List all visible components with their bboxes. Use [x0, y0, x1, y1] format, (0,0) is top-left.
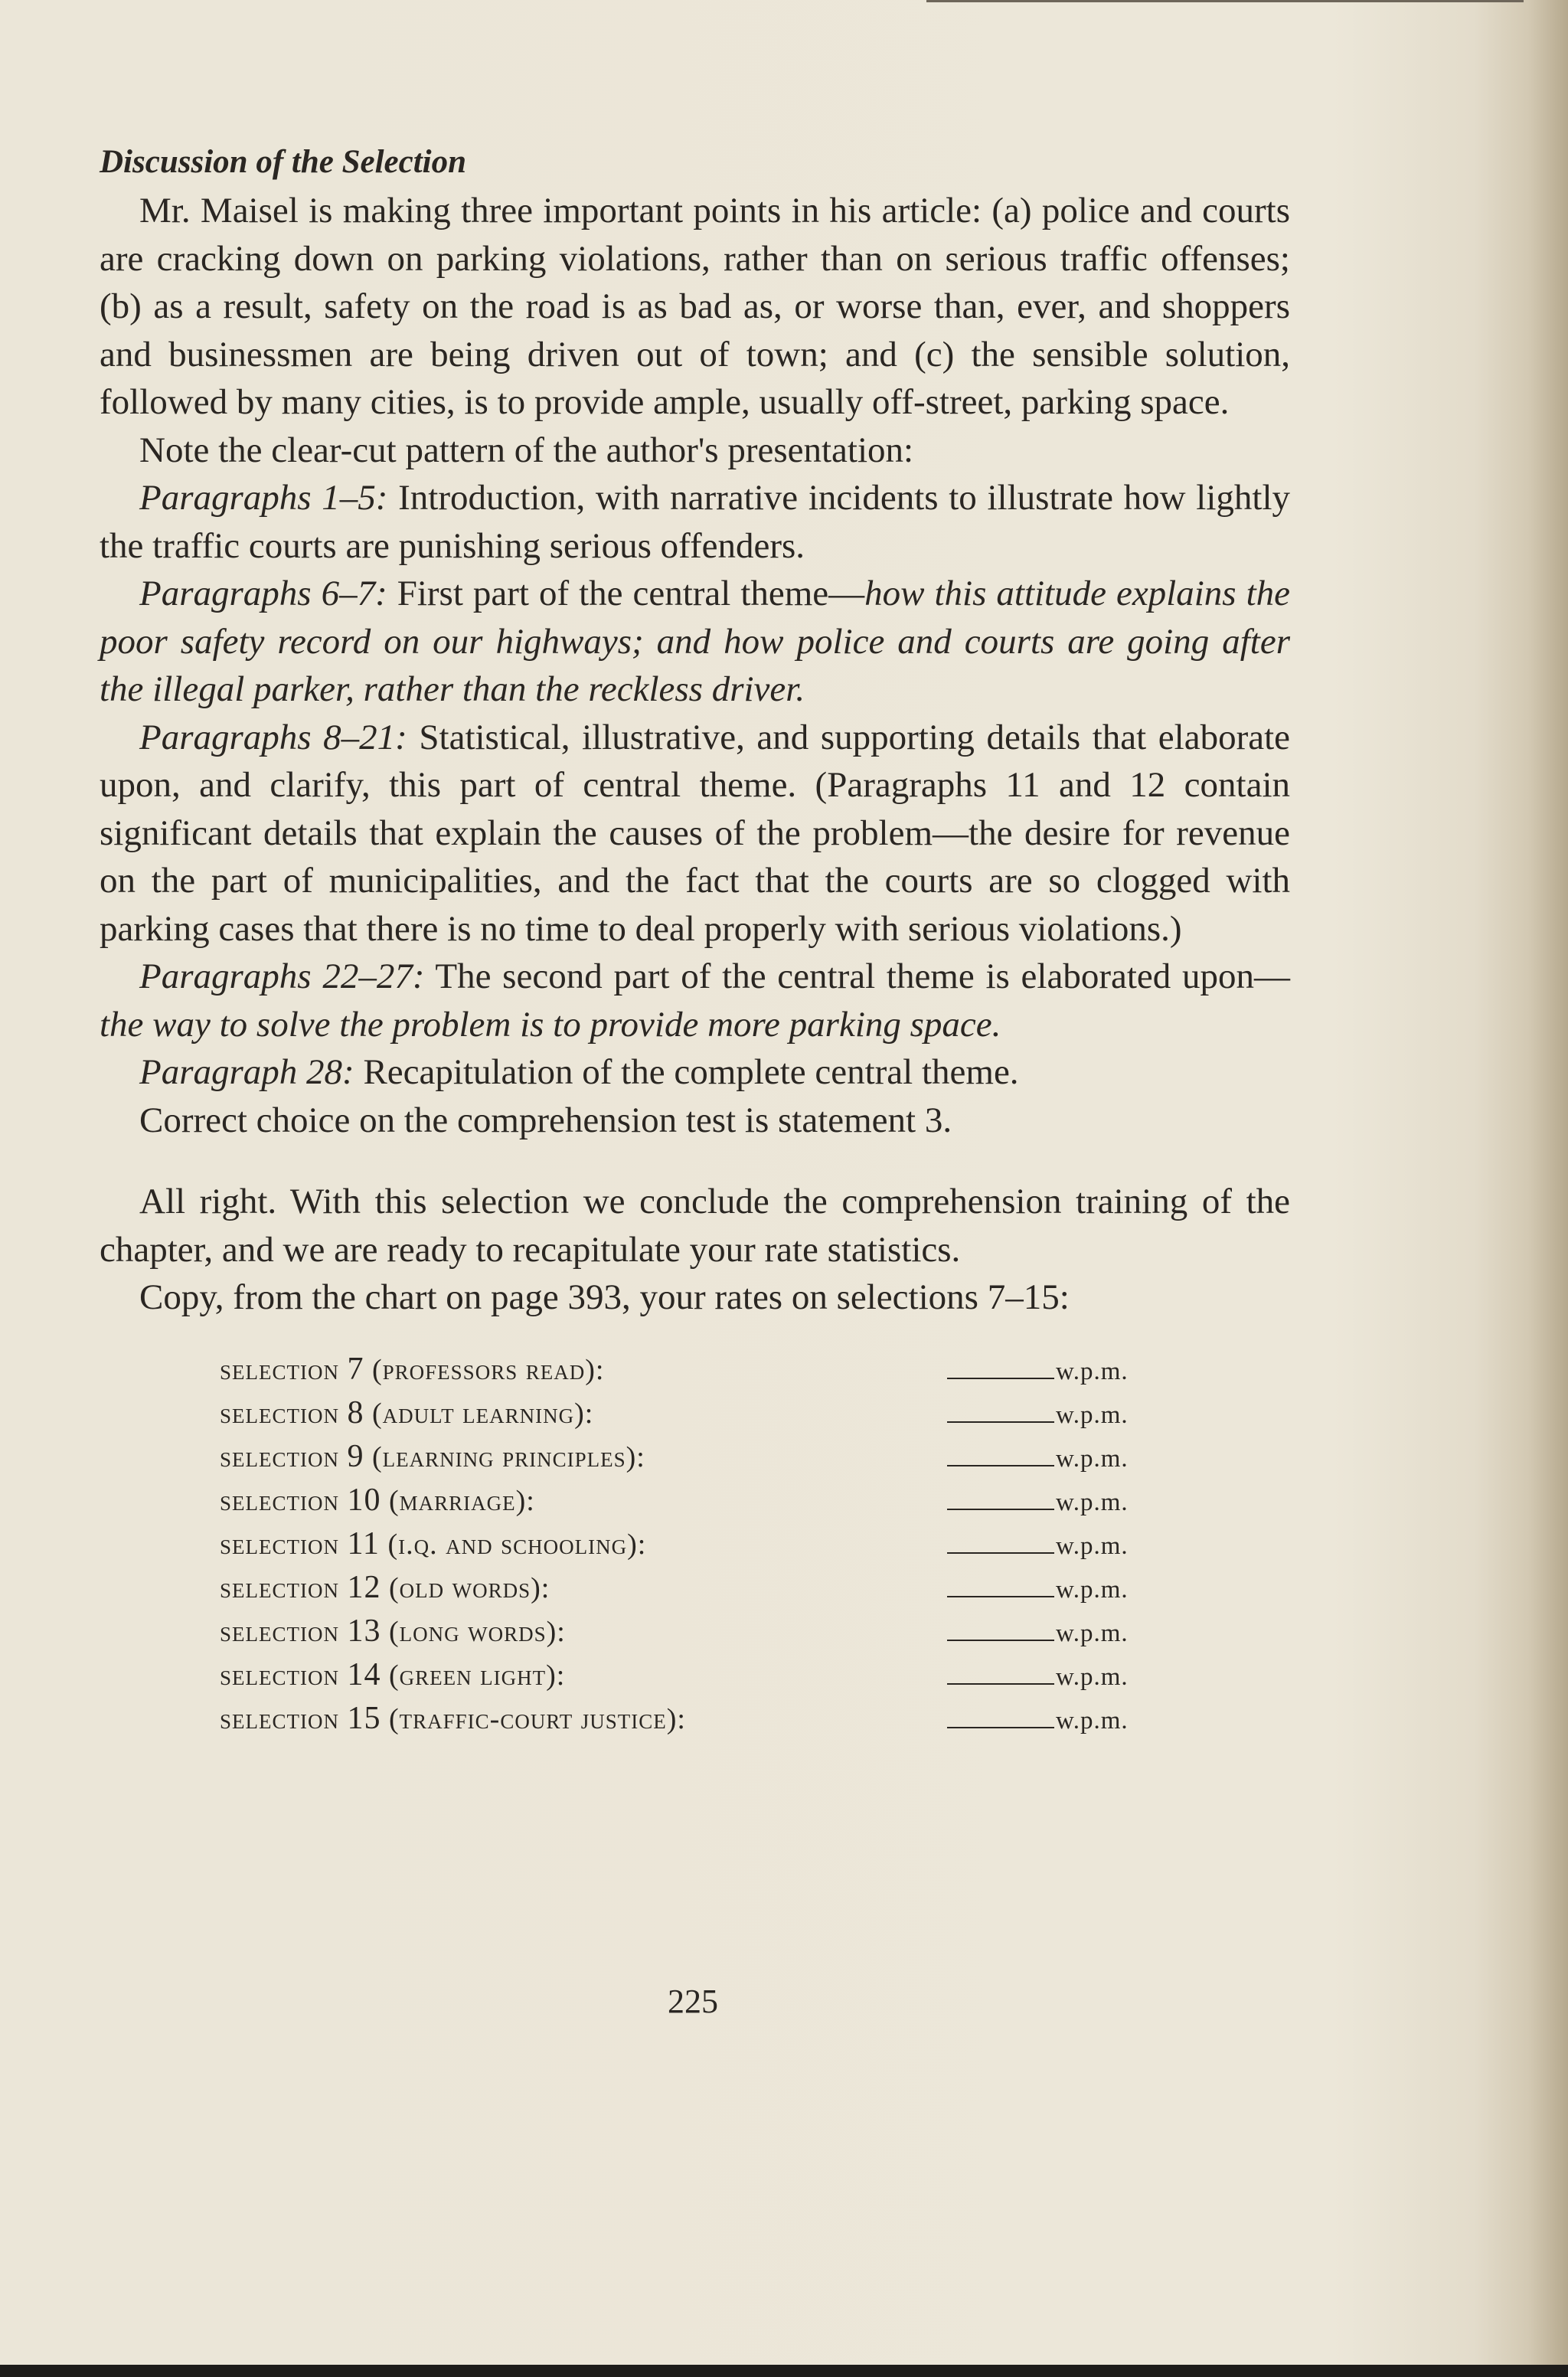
outline-label: Paragraphs 1–5: — [139, 478, 388, 518]
rate-blank-line[interactable] — [947, 1465, 1054, 1466]
selection-word: selection — [220, 1571, 339, 1604]
selection-label — [220, 1569, 947, 1606]
section-gap — [100, 1144, 1290, 1178]
rate-unit: w.p.m. — [1056, 1663, 1129, 1691]
outline-italic-text: the way to solve the problem is to provide more parking space. — [100, 1004, 1001, 1045]
rate-blank-line[interactable] — [947, 1596, 1054, 1597]
rate-blank-line[interactable] — [947, 1378, 1054, 1379]
rate-unit: w.p.m. — [1056, 1575, 1129, 1604]
selection-number: 13 — [347, 1613, 381, 1649]
paragraph-outline-8-21 — [100, 714, 1290, 953]
selection-label — [220, 1525, 947, 1562]
selection-word: selection — [220, 1353, 339, 1386]
outline-label: Paragraphs 6–7: — [139, 574, 387, 613]
paragraph-outline-28 — [100, 1048, 1290, 1097]
bottom-edge — [0, 2365, 1568, 2377]
rate-unit: w.p.m. — [1056, 1401, 1129, 1429]
selection-title: (green light): — [388, 1659, 566, 1692]
selection-label — [220, 1656, 947, 1693]
selection-row — [220, 1438, 1290, 1482]
selection-title: (i.q. and schooling): — [387, 1528, 647, 1561]
paragraph-correct-choice: Correct choice on the comprehension test is statement 3. — [139, 1100, 952, 1140]
selection-label — [220, 1394, 947, 1431]
selection-number: 10 — [347, 1482, 381, 1518]
selection-row — [220, 1656, 1290, 1700]
selection-row — [220, 1394, 1290, 1438]
selection-row — [220, 1700, 1290, 1744]
selection-number: 7 — [347, 1351, 364, 1387]
selection-number: 9 — [347, 1438, 364, 1474]
selection-number: 15 — [347, 1700, 381, 1736]
selection-title: (old words): — [388, 1571, 550, 1604]
rate-statistics-list — [220, 1351, 1290, 1744]
selection-word: selection — [220, 1659, 339, 1692]
outline-italic-text: how this attitude explains the poor safety record on our highways; and how police and courts are going after the illegal parker, rather than the reckless driver. — [100, 574, 1290, 709]
rate-unit: w.p.m. — [1056, 1532, 1129, 1560]
outline-label: Paragraphs 22–27: — [139, 956, 425, 996]
selection-title: (marriage): — [388, 1484, 535, 1517]
page-content — [100, 138, 1290, 1744]
selection-title: (adult learning): — [371, 1397, 594, 1430]
selection-number: 12 — [347, 1569, 381, 1605]
outline-text: Introduction, with narrative incidents to illustrate how lightly the traffic courts are punishing serious offenders. — [100, 478, 1290, 566]
outline-text: Statistical, illustrative, and supporting details that elaborate upon, and clarify, this part of central theme. (Paragraphs 11 and 12 contain significant details that explain the causes of the problem—the desire for revenue on the part of municipalities, and the fact that the courts are so clogged with parking cases that there is no time to deal properly with serious violations.) — [100, 717, 1290, 949]
selection-title: (traffic-court justice): — [388, 1702, 686, 1735]
page-number: 225 — [668, 1983, 718, 2020]
selection-label — [220, 1613, 947, 1650]
selection-word: selection — [220, 1702, 339, 1735]
outline-text: Recapitulation of the complete central theme. — [354, 1052, 1019, 1092]
rate-blank-line[interactable] — [947, 1552, 1054, 1554]
paragraph-copy-instructions: Copy, from the chart on page 393, your rates on selections 7–15: — [139, 1277, 1070, 1317]
outline-text: The second part of the central theme is elaborated upon— — [424, 956, 1291, 996]
paragraph-conclusion: All right. With this selection we conclude the comprehension training of the chapter, and we are ready to recapitulate your rate statistics. — [100, 1182, 1290, 1270]
paragraph-outline-22-27 — [100, 953, 1290, 1048]
rate-blank-line[interactable] — [947, 1683, 1054, 1685]
selection-row — [220, 1569, 1290, 1613]
selection-word: selection — [220, 1528, 339, 1561]
paragraph-outline-1-5 — [100, 474, 1290, 570]
outline-label: Paragraph 28: — [139, 1052, 354, 1092]
rate-blank-line[interactable] — [947, 1509, 1054, 1510]
selection-row — [220, 1351, 1290, 1394]
selection-word: selection — [220, 1397, 339, 1430]
selection-title: (professors read): — [371, 1353, 605, 1386]
paragraph-outline-6-7 — [100, 570, 1290, 714]
rate-unit: w.p.m. — [1056, 1706, 1129, 1735]
selection-row — [220, 1525, 1290, 1569]
outline-text: First part of the central theme— — [387, 574, 865, 613]
selection-word: selection — [220, 1484, 339, 1517]
selection-word: selection — [220, 1440, 339, 1473]
rate-unit: w.p.m. — [1056, 1444, 1129, 1473]
outline-label: Paragraphs 8–21: — [139, 717, 407, 757]
selection-number: 8 — [347, 1394, 364, 1430]
selection-title: (long words): — [388, 1615, 566, 1648]
rate-blank-line[interactable] — [947, 1727, 1054, 1728]
section-heading: Discussion of the Selection — [100, 144, 467, 180]
selection-label — [220, 1438, 947, 1475]
top-rule — [926, 0, 1524, 2]
selection-word: selection — [220, 1615, 339, 1648]
paragraph-pattern-intro: Note the clear-cut pattern of the author's presentation: — [139, 430, 914, 470]
rate-blank-line[interactable] — [947, 1421, 1054, 1423]
rate-unit: w.p.m. — [1056, 1488, 1129, 1516]
selection-number: 14 — [347, 1656, 381, 1692]
rate-unit: w.p.m. — [1056, 1619, 1129, 1647]
selection-label — [220, 1351, 947, 1388]
selection-row — [220, 1613, 1290, 1656]
rate-unit: w.p.m. — [1056, 1357, 1129, 1385]
selection-row — [220, 1482, 1290, 1525]
selection-label — [220, 1700, 947, 1737]
paragraph-summary: Mr. Maisel is making three important points in his article: (a) police and courts are cracking down on parking violations, rather than on serious traffic offenses; (b) as a result, safety on the road is as bad as, or worse than, ever, and shoppers and businessmen are being driven out of town; and (c) the sensible solution, followed by many cities, is to provide ample, usually off-street, parking space. — [100, 191, 1290, 422]
selection-label — [220, 1482, 947, 1519]
selection-number: 11 — [347, 1525, 380, 1561]
rate-blank-line[interactable] — [947, 1640, 1054, 1641]
selection-title: (learning principles): — [371, 1440, 645, 1473]
